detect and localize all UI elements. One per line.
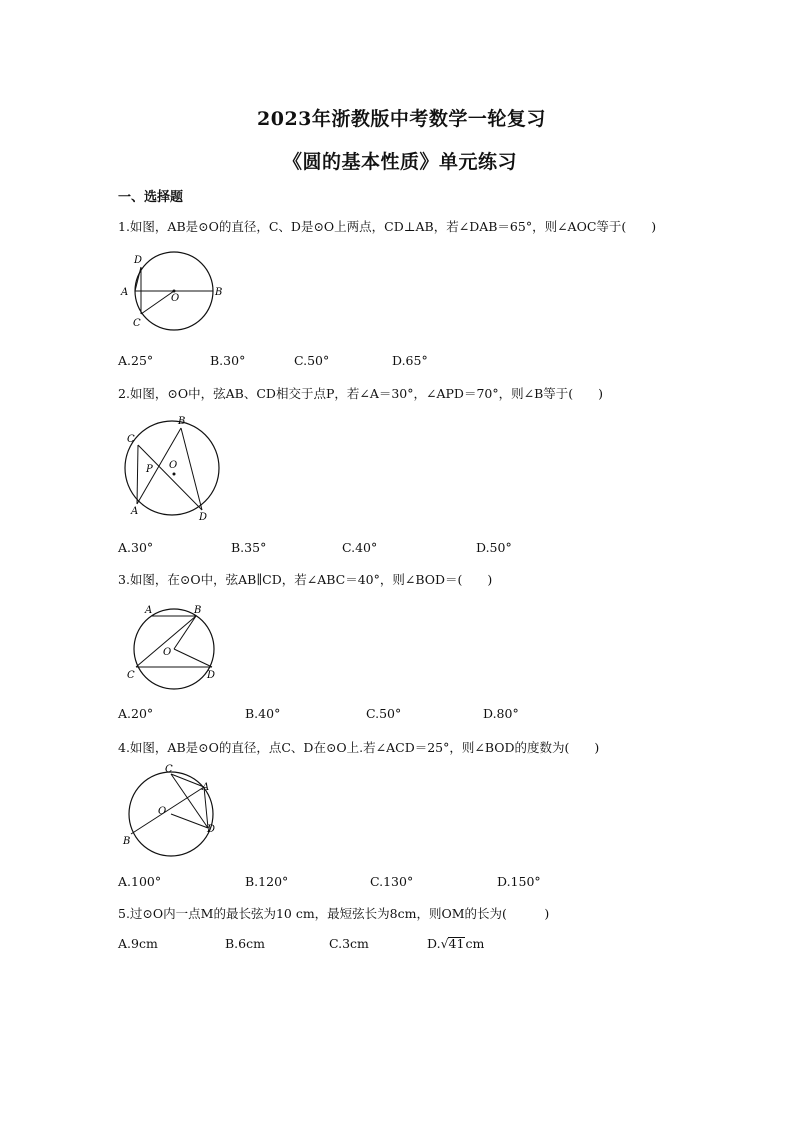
q1-label-b: B bbox=[215, 287, 223, 298]
sqrt-radicand: 41 bbox=[448, 936, 465, 951]
question-5-text: 5.过⊙O内一点M的最长弦为10 cm，最短弦长为8cm，则OM的长为( ) bbox=[118, 906, 550, 921]
q1-label-o: O bbox=[171, 293, 180, 304]
question-1-text: 1.如图，AB是⊙O的直径，C、D是⊙O上两点，CD⊥AB，若∠DAB＝65°，则∠AOC等于( ) bbox=[118, 219, 657, 234]
question-5-option-c[interactable]: C.3cm bbox=[329, 936, 369, 951]
q2-label-o: O bbox=[169, 460, 178, 471]
q2-label-c: C bbox=[127, 434, 135, 445]
q3-label-a: A bbox=[145, 605, 153, 616]
q1-label-d: D bbox=[134, 255, 143, 266]
question-3-figure bbox=[118, 600, 228, 690]
q2-label-p: P bbox=[146, 464, 153, 475]
q2-label-b: B bbox=[178, 416, 186, 427]
q4-label-c: C bbox=[165, 764, 173, 775]
question-2-text: 2.如图，⊙O中，弦AB、CD相交于点P，若∠A＝30°，∠APD＝70°，则∠B等于( ) bbox=[118, 386, 604, 401]
question-4-figure bbox=[118, 764, 228, 864]
question-4-option-c[interactable]: C.130° bbox=[370, 874, 414, 889]
question-4-option-b[interactable]: B.120° bbox=[245, 874, 289, 889]
question-4-option-d[interactable]: D.150° bbox=[497, 874, 541, 889]
question-3-option-d[interactable]: D.80° bbox=[483, 706, 519, 721]
q4-label-d: D bbox=[207, 824, 216, 835]
question-1-option-d[interactable]: D.65° bbox=[392, 353, 428, 368]
q2-label-d: D bbox=[199, 512, 208, 523]
q4-label-b: B bbox=[123, 836, 131, 847]
sqrt-sign: √ bbox=[440, 936, 449, 951]
question-3-text: 3.如图，在⊙O中，弦AB∥CD，若∠ABC＝40°，则∠BOD＝( ) bbox=[118, 572, 493, 587]
q3-label-o: O bbox=[163, 647, 172, 658]
q1-label-c: C bbox=[133, 318, 141, 329]
document-subtitle: 《圆的基本性质》单元练习 bbox=[283, 151, 518, 173]
question-3-option-a[interactable]: A.20° bbox=[118, 706, 154, 721]
q1-label-a: A bbox=[121, 287, 129, 298]
question-2-option-d[interactable]: D.50° bbox=[476, 540, 512, 555]
question-3-option-b[interactable]: B.40° bbox=[245, 706, 281, 721]
option-d-unit: cm bbox=[465, 936, 485, 951]
question-2-figure bbox=[118, 412, 228, 524]
question-3-option-c[interactable]: C.50° bbox=[366, 706, 402, 721]
q3-label-c: C bbox=[127, 670, 135, 681]
question-4-option-a[interactable]: A.100° bbox=[118, 874, 162, 889]
question-4-text: 4.如图，AB是⊙O的直径，点C、D在⊙O上.若∠ACD＝25°，则∠BOD的度数为( ) bbox=[118, 740, 600, 755]
q4-label-o: O bbox=[158, 806, 167, 817]
section-heading: 一、选择题 bbox=[118, 190, 184, 205]
question-2-option-a[interactable]: A.30° bbox=[118, 540, 154, 555]
question-1-figure bbox=[118, 250, 228, 332]
q2-label-a: A bbox=[131, 506, 139, 517]
option-d-prefix: D. bbox=[427, 936, 441, 951]
question-1-option-a[interactable]: A.25° bbox=[118, 353, 154, 368]
question-2-option-c[interactable]: C.40° bbox=[342, 540, 378, 555]
q3-label-d: D bbox=[207, 670, 216, 681]
question-2-option-b[interactable]: B.35° bbox=[231, 540, 267, 555]
question-1-option-b[interactable]: B.30° bbox=[210, 353, 246, 368]
q4-label-a: A bbox=[202, 782, 210, 793]
question-5-option-b[interactable]: B.6cm bbox=[225, 936, 265, 951]
document-title: 2023年浙教版中考数学一轮复习 bbox=[257, 108, 546, 130]
question-5-option-a[interactable]: A.9cm bbox=[118, 936, 158, 951]
question-5-option-d[interactable] bbox=[427, 936, 484, 951]
q3-label-b: B bbox=[194, 605, 202, 616]
question-1-option-c[interactable]: C.50° bbox=[294, 353, 330, 368]
